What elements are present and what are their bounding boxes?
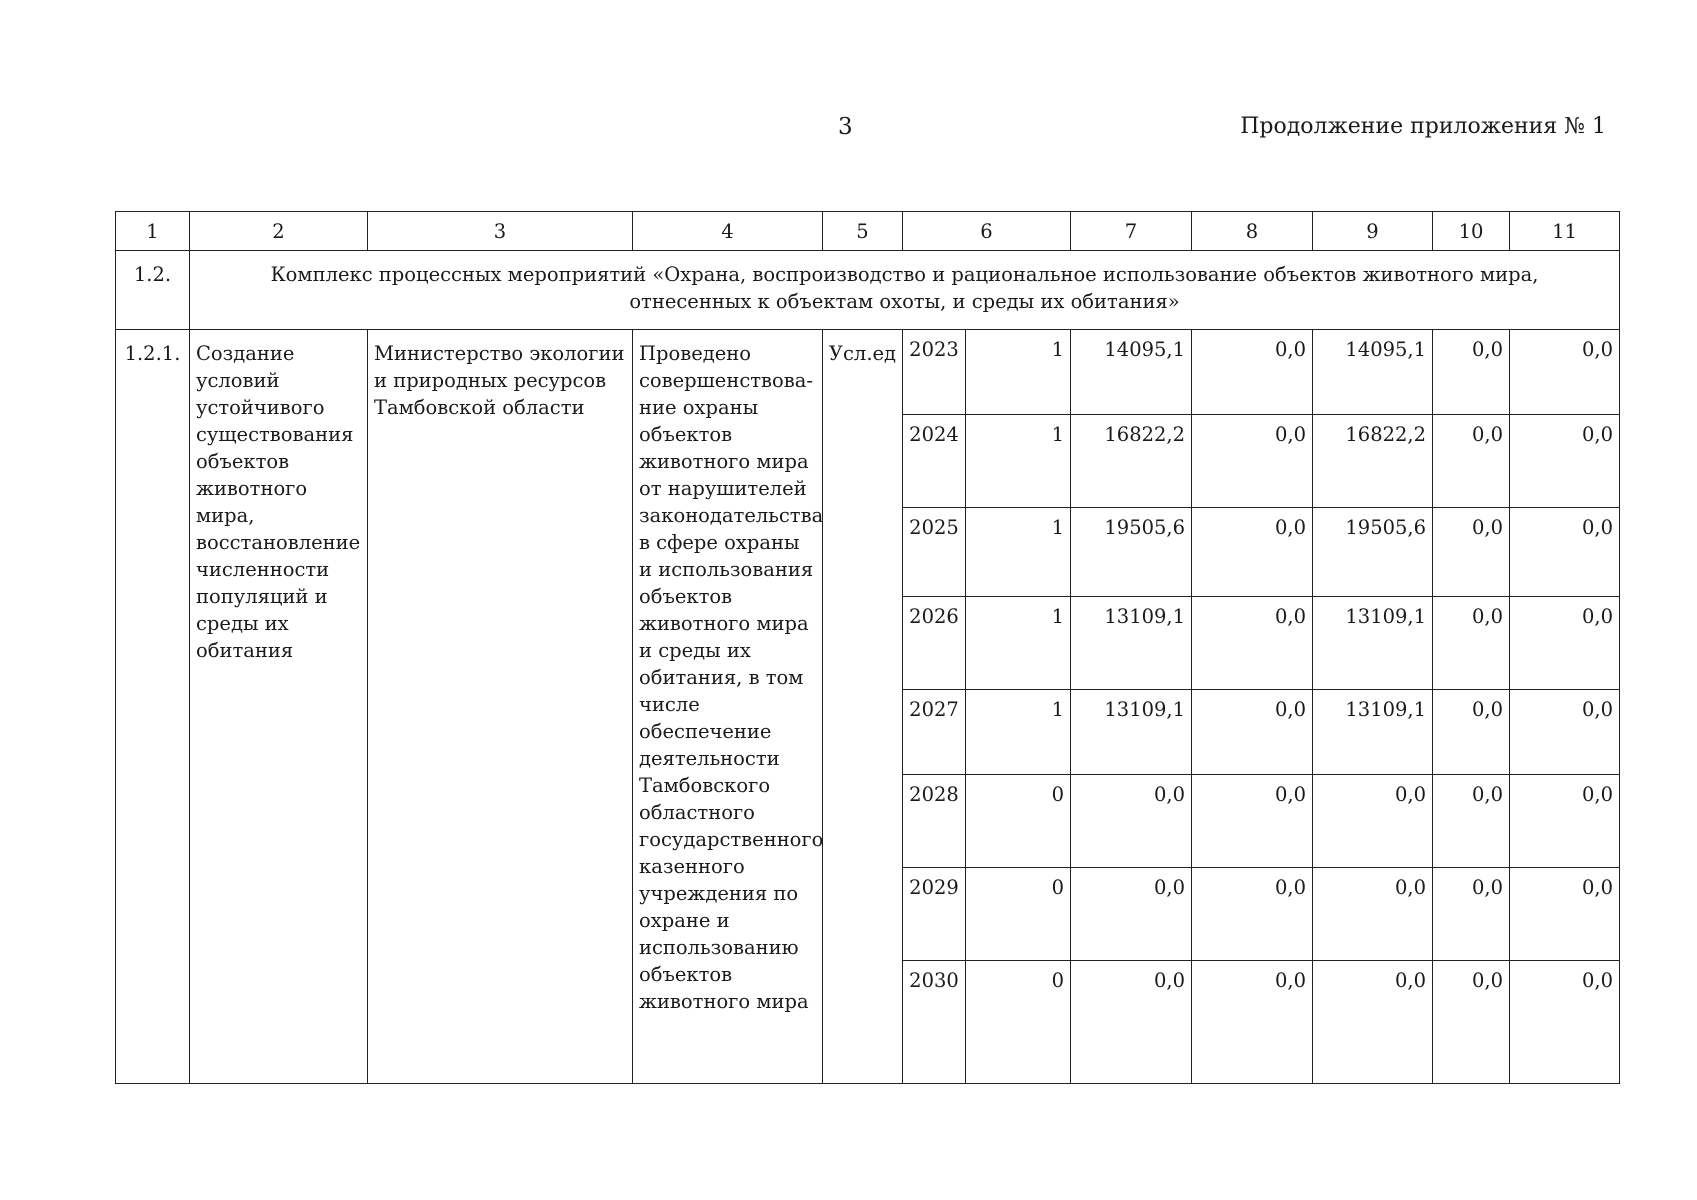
item-result: Проведено совершенствова-ние охраны объектов животного мира от нарушителей законодательства в сфере охраны и использования объектов животного мира и среды их обитания, в том числе обеспечение деятельности Тамбовского областного государственного казенного учреждения по охране и использованию объектов животного мира	[633, 330, 823, 1084]
year-cell: 2028	[903, 775, 966, 868]
local-cell: 0,0	[1433, 415, 1510, 508]
other-cell: 0,0	[1510, 415, 1620, 508]
regional-cell: 0,0	[1313, 961, 1433, 1084]
other-cell: 0,0	[1510, 597, 1620, 690]
local-cell: 0,0	[1433, 690, 1510, 775]
column-number-cell: 10	[1433, 212, 1510, 251]
column-number-cell: 1	[116, 212, 190, 251]
section-title: Комплекс процессных мероприятий «Охрана, воспроизводство и рациональное использование объектов животного мира, отнесенных к объектам охоты, и среды их обитания»	[190, 251, 1620, 330]
federal-cell: 0,0	[1192, 508, 1313, 597]
other-cell: 0,0	[1510, 868, 1620, 961]
total-cell: 13109,1	[1071, 690, 1192, 775]
column-number-row	[116, 212, 1620, 251]
indicator-value-cell: 0	[966, 961, 1071, 1084]
column-number-cell: 6	[903, 212, 1071, 251]
regional-cell: 0,0	[1313, 868, 1433, 961]
item-executor: Министерство экологии и природных ресурсов Тамбовской области	[368, 330, 633, 1084]
other-cell: 0,0	[1510, 508, 1620, 597]
indicator-value-cell: 1	[966, 330, 1071, 415]
year-cell: 2029	[903, 868, 966, 961]
other-cell: 0,0	[1510, 775, 1620, 868]
column-number-cell: 3	[368, 212, 633, 251]
total-cell: 14095,1	[1071, 330, 1192, 415]
indicator-value-cell: 1	[966, 597, 1071, 690]
item-name: Создание условий устойчивого существования объектов животного мира, восстановление численности популяций и среды их обитания	[190, 330, 368, 1084]
regional-cell: 13109,1	[1313, 597, 1433, 690]
column-number-cell: 2	[190, 212, 368, 251]
local-cell: 0,0	[1433, 597, 1510, 690]
table-row	[116, 330, 1620, 415]
federal-cell: 0,0	[1192, 961, 1313, 1084]
indicator-value-cell: 1	[966, 415, 1071, 508]
year-cell: 2027	[903, 690, 966, 775]
federal-cell: 0,0	[1192, 415, 1313, 508]
indicator-value-cell: 0	[966, 775, 1071, 868]
year-cell: 2024	[903, 415, 966, 508]
federal-cell: 0,0	[1192, 775, 1313, 868]
year-cell: 2025	[903, 508, 966, 597]
local-cell: 0,0	[1433, 775, 1510, 868]
federal-cell: 0,0	[1192, 597, 1313, 690]
indicator-value-cell: 1	[966, 690, 1071, 775]
regional-cell: 14095,1	[1313, 330, 1433, 415]
year-cell: 2026	[903, 597, 966, 690]
section-row	[116, 251, 1620, 330]
indicator-value-cell: 0	[966, 868, 1071, 961]
indicator-value-cell: 1	[966, 508, 1071, 597]
column-number-cell: 4	[633, 212, 823, 251]
federal-cell: 0,0	[1192, 868, 1313, 961]
column-number-cell: 9	[1313, 212, 1433, 251]
page-number: 3	[838, 114, 853, 140]
local-cell: 0,0	[1433, 868, 1510, 961]
federal-cell: 0,0	[1192, 690, 1313, 775]
total-cell: 16822,2	[1071, 415, 1192, 508]
regional-cell: 13109,1	[1313, 690, 1433, 775]
total-cell: 19505,6	[1071, 508, 1192, 597]
regional-cell: 16822,2	[1313, 415, 1433, 508]
other-cell: 0,0	[1510, 961, 1620, 1084]
federal-cell: 0,0	[1192, 330, 1313, 415]
total-cell: 13109,1	[1071, 597, 1192, 690]
appendix-note: Продолжение приложения № 1	[1240, 114, 1606, 139]
year-cell: 2030	[903, 961, 966, 1084]
year-cell: 2023	[903, 330, 966, 415]
program-table	[115, 211, 1620, 1084]
regional-cell: 0,0	[1313, 775, 1433, 868]
item-unit: Усл.ед	[823, 330, 903, 1084]
other-cell: 0,0	[1510, 690, 1620, 775]
column-number-cell: 7	[1071, 212, 1192, 251]
column-number-cell: 5	[823, 212, 903, 251]
item-number: 1.2.1.	[116, 330, 190, 1084]
column-number-cell: 11	[1510, 212, 1620, 251]
regional-cell: 19505,6	[1313, 508, 1433, 597]
total-cell: 0,0	[1071, 775, 1192, 868]
local-cell: 0,0	[1433, 330, 1510, 415]
total-cell: 0,0	[1071, 961, 1192, 1084]
other-cell: 0,0	[1510, 330, 1620, 415]
section-number: 1.2.	[116, 251, 190, 330]
local-cell: 0,0	[1433, 508, 1510, 597]
column-number-cell: 8	[1192, 212, 1313, 251]
local-cell: 0,0	[1433, 961, 1510, 1084]
total-cell: 0,0	[1071, 868, 1192, 961]
